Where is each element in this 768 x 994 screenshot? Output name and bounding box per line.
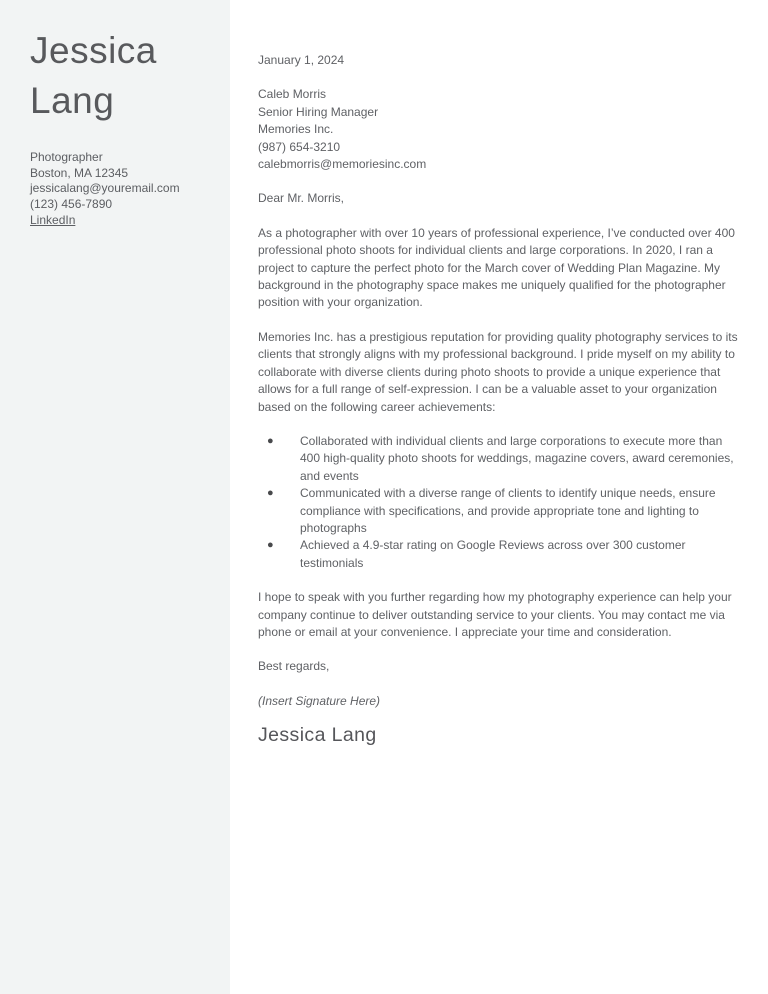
sidebar [0, 0, 230, 994]
body-paragraph-2: Memories Inc. has a prestigious reputation for providing quality photography services to its clients that strongly aligns with my professional background. I pride myself on my ability to collaborate with diverse clients during photo shoots to provide a unique experience that allows for a full range of self-expression. I can be a valuable asset to your organization based on the following career achievements: [258, 329, 738, 414]
achievement-item [258, 485, 738, 537]
recipient-title: Senior Hiring Manager [258, 104, 379, 119]
achievement-text: Collaborated with individual clients and large corporations to execute more than 400 high-quality photo shoots for weddings, magazine covers, award ceremonies, and events [300, 433, 734, 483]
candidate-name-line-2: Lang [30, 80, 115, 121]
candidate-name-line-1: Jessica [30, 30, 157, 71]
achievement-text: Achieved a 4.9-star rating on Google Reviews across over 300 customer testimonials [300, 538, 686, 570]
achievement-item [258, 433, 738, 485]
contact-location: Boston, MA 12345 [30, 165, 129, 180]
bullet-icon: ● [267, 487, 274, 500]
contact-phone: (123) 456-7890 [30, 197, 113, 212]
contact-job-title: Photographer [30, 150, 103, 164]
sign-off: Best regards, [258, 659, 330, 674]
linkedin-link[interactable]: LinkedIn [30, 212, 76, 227]
letter-date: January 1, 2024 [258, 53, 345, 67]
recipient-phone: (987) 654-3210 [258, 139, 341, 154]
salutation: Dear Mr. Morris, [258, 191, 345, 206]
recipient-block [258, 86, 738, 173]
recipient-email: calebmorris@memoriesinc.com [258, 157, 427, 172]
contact-email: jessicalang@youremail.com [30, 181, 180, 196]
contact-block [30, 150, 210, 229]
bullet-icon: ● [267, 539, 274, 552]
recipient-company: Memories Inc. [258, 122, 334, 137]
body-paragraph-1: As a photographer with over 10 years of professional experience, I’ve conducted over 400 professional photo shoots for individual clients and large corporations. In 2020, I ran a project to capture the perfect photo for the March cover of Wedding Plan Magazine. My background in the photography space makes me uniquely qualified for the photographer position with your organization. [258, 225, 735, 310]
bullet-icon: ● [267, 434, 274, 447]
candidate-name [30, 26, 210, 126]
closing-paragraph: I hope to speak with you further regarding how my photography experience can help your company continue to deliver outstanding service to your clients. You may contact me via phone or email at your convenience. I appreciate your time and consideration. [258, 590, 732, 639]
achievements-list [258, 433, 738, 572]
achievement-text: Communicated with a diverse range of clients to identify unique needs, ensure compliance with specifications, and provide appropriate tone and lighting to photographs [300, 486, 716, 535]
recipient-name: Caleb Morris [258, 87, 327, 102]
achievement-item [258, 537, 738, 572]
letter-body [230, 0, 768, 994]
signature-name: Jessica Lang [258, 724, 377, 747]
signature-placeholder: (Insert Signature Here) [258, 693, 381, 708]
